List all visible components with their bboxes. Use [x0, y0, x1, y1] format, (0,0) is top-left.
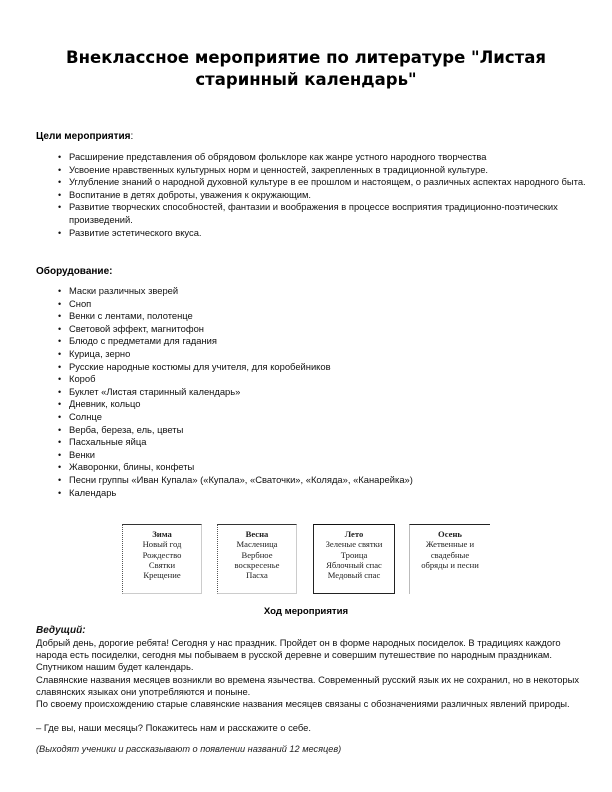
stage-note: (Выходят ученики и рассказывают о появлении названий 12 месяцев): [36, 744, 342, 754]
goal-item: • Усвоение нравственных культурных норм и ценностей, закрепленных в традиционной культуре.: [36, 164, 589, 177]
goals-heading: Цели мероприятия:: [36, 131, 134, 142]
season-box-autumn: Осень Жетвенные и свадебные обряды и песни: [409, 524, 490, 594]
equipment-item: • Календарь: [36, 487, 589, 500]
paragraph: Добрый день, дорогие ребята! Сегодня у нас праздник. Пройдет он в форме народных посиделок. В традициях каждого народа есть посиделки, сегодня мы побываем в русской деревне и совершим путешествие по народным праздникам. Спутником нашим будет календарь.: [36, 637, 561, 673]
equipment-item: • Солнце: [36, 411, 589, 424]
goal-item: • Углубление знаний о народной духовной культуре в ее прошлом и настоящем, о различных аспектах народного быта.: [36, 176, 589, 189]
goal-item: • Развитие эстетического вкуса.: [36, 227, 589, 240]
paragraph: По своему происхождению старые славянские названия месяцев связаны с обозначениями различных явлений природы.: [36, 698, 570, 709]
document-title: Внеклассное мероприятие по литературе "Листая старинный календарь": [66, 48, 546, 89]
equipment-item: • Буклет «Листая старинный календарь»: [36, 386, 589, 399]
season-box-winter: Зима Новый год Рождество Святки Крещение: [122, 524, 202, 594]
paragraph: – Где вы, наши месяцы? Покажитесь нам и расскажите о себе.: [36, 722, 311, 733]
progress-heading: Ход мероприятия: [263, 606, 349, 617]
goals-list: [36, 151, 589, 239]
equipment-item: • Русские народные костюмы для учителя, для коробейников: [36, 361, 589, 374]
goal-item: • Расширение представления об обрядовом фольклоре как жанре устного народного творчества: [36, 151, 589, 164]
equipment-item: • Световой эффект, магнитофон: [36, 323, 589, 336]
equipment-item: • Сноп: [36, 298, 589, 311]
goal-item: • Развитие творческих способностей, фантазии и воображения в процессе восприятия традиционно-поэтических произведений.: [36, 201, 589, 226]
equipment-list: [36, 285, 589, 499]
paragraph: Славянские названия месяцев возникли во времена язычества. Современный русский язык их не сохранил, но в некоторых славянских языках они употребляются и поныне.: [36, 674, 580, 698]
equipment-item: • Жаворонки, блины, конфеты: [36, 461, 589, 474]
equipment-item: • Дневник, кольцо: [36, 398, 589, 411]
equipment-item: • Маски различных зверей: [36, 285, 589, 298]
equipment-item: • Блюдо с предметами для гадания: [36, 335, 589, 348]
equipment-item: • Короб: [36, 373, 589, 386]
equipment-item: • Венки с лентами, полотенце: [36, 310, 589, 323]
equipment-heading: Оборудование:: [36, 266, 113, 277]
equipment-item: • Пасхальные яйца: [36, 436, 589, 449]
goal-item: • Воспитание в детях доброты, уважения к окружающим.: [36, 189, 589, 202]
speaker-label: Ведущий:: [36, 625, 86, 636]
equipment-item: • Венки: [36, 449, 589, 462]
season-box-summer: Лето Зеленые святки Троица Яблочный спас Медовый спас: [313, 524, 395, 594]
equipment-item: • Песни группы «Иван Купала» («Купала», «Сваточки», «Коляда», «Канарейка»): [36, 474, 589, 487]
season-box-spring: Весна Масленица Вербное воскресенье Пасха: [217, 524, 297, 594]
equipment-item: • Курица, зерно: [36, 348, 589, 361]
equipment-item: • Верба, береза, ель, цветы: [36, 424, 589, 437]
